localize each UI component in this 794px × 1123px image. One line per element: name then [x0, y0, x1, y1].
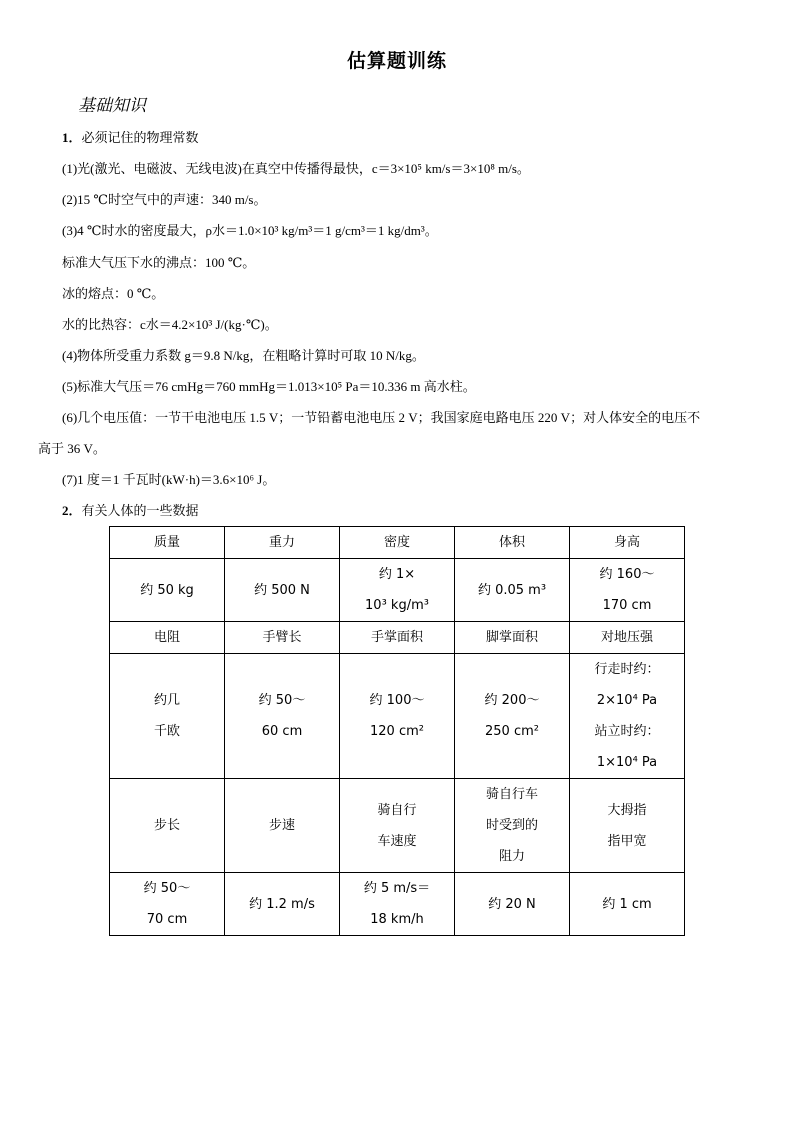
section-2-title: 有关人体的一些数据: [81, 504, 199, 519]
section-1-title: 必须记住的物理常数: [81, 131, 199, 146]
table-cell: 约 50 kg: [110, 559, 225, 622]
table-cell: 约 1× 10³ kg/m³: [340, 559, 455, 622]
table-cell: 约几 千欧: [110, 654, 225, 779]
table-header-cell: 骑自行 车速度: [340, 779, 455, 873]
constant-line-continued: 高于 36 V。: [38, 441, 106, 456]
constant-line: 标准大气压下水的沸点：100 ℃。: [62, 255, 256, 270]
table-header-cell: 手臂长: [225, 622, 340, 654]
table-cell: 行走时约： 2×10⁴ Pa 站立时约： 1×10⁴ Pa: [570, 654, 685, 779]
table-header-cell: 骑自行车 时受到的 阻力: [455, 779, 570, 873]
table-header-cell: 身高: [570, 527, 685, 559]
constant-line: (1)光(激光、电磁波、无线电波)在真空中传播得最快，c＝3×10⁵ km/s＝3×10⁸ m/s。: [62, 161, 530, 176]
constant-line: (2)15 ℃时空气中的声速：340 m/s。: [62, 192, 267, 207]
section-2-number: 2．: [62, 503, 82, 518]
table-cell: 约 50～ 70 cm: [110, 873, 225, 936]
table-cell: 约 1 cm: [570, 873, 685, 936]
constant-line: 水的比热容：c水＝4.2×10³ J/(kg·℃)。: [62, 317, 278, 332]
table-cell: 约 50～ 60 cm: [225, 654, 340, 779]
section-2-heading: [62, 501, 199, 522]
section-1-heading: [62, 128, 199, 149]
table-cell: 约 5 m/s＝ 18 km/h: [340, 873, 455, 936]
table-header-cell: 对地压强: [570, 622, 685, 654]
table-cell: 约 0.05 m³: [455, 559, 570, 622]
table-header-row: [110, 622, 685, 654]
section-label: 基础知识: [78, 96, 146, 116]
table-row: [110, 873, 685, 936]
table-header-row: [110, 779, 685, 873]
table-header-cell: 重力: [225, 527, 340, 559]
table-header-cell: 电阻: [110, 622, 225, 654]
constant-line: (5)标准大气压＝76 cmHg＝760 mmHg＝1.013×10⁵ Pa＝10.336 m 高水柱。: [62, 379, 476, 394]
table-cell: 约 160～ 170 cm: [570, 559, 685, 622]
table-header-cell: 质量: [110, 527, 225, 559]
page-title: 估算题训练: [346, 50, 447, 72]
constant-line: (4)物体所受重力系数 g＝9.8 N/kg，在粗略计算时可取 10 N/kg。: [62, 348, 425, 363]
table-cell: 约 20 N: [455, 873, 570, 936]
table-header-cell: 密度: [340, 527, 455, 559]
table-cell: 约 100～ 120 cm²: [340, 654, 455, 779]
table-header-cell: 脚掌面积: [455, 622, 570, 654]
human-data-table: [109, 526, 685, 936]
table-row: [110, 559, 685, 622]
table-header-row: [110, 527, 685, 559]
table-header-cell: 体积: [455, 527, 570, 559]
table-cell: 约 500 N: [225, 559, 340, 622]
constant-line: (3)4 ℃时水的密度最大，ρ水＝1.0×10³ kg/m³＝1 g/cm³＝1 kg/dm³。: [62, 223, 438, 238]
table-header-cell: 步速: [225, 779, 340, 873]
table-header-cell: 手掌面积: [340, 622, 455, 654]
section-1-number: 1．: [62, 130, 82, 145]
constant-line: (7)1 度＝1 千瓦时(kW·h)＝3.6×10⁶ J。: [62, 472, 276, 487]
table-header-cell: 大拇指 指甲宽: [570, 779, 685, 873]
constant-line: (6)几个电压值：一节干电池电压 1.5 V；一节铅蓄电池电压 2 V；我国家庭电路电压 220 V；对人体安全的电压不: [62, 410, 701, 425]
table-header-cell: 步长: [110, 779, 225, 873]
table-row: [110, 654, 685, 779]
table-cell: 约 200～ 250 cm²: [455, 654, 570, 779]
table-cell: 约 1.2 m/s: [225, 873, 340, 936]
constant-line: 冰的熔点：0 ℃。: [62, 286, 165, 301]
